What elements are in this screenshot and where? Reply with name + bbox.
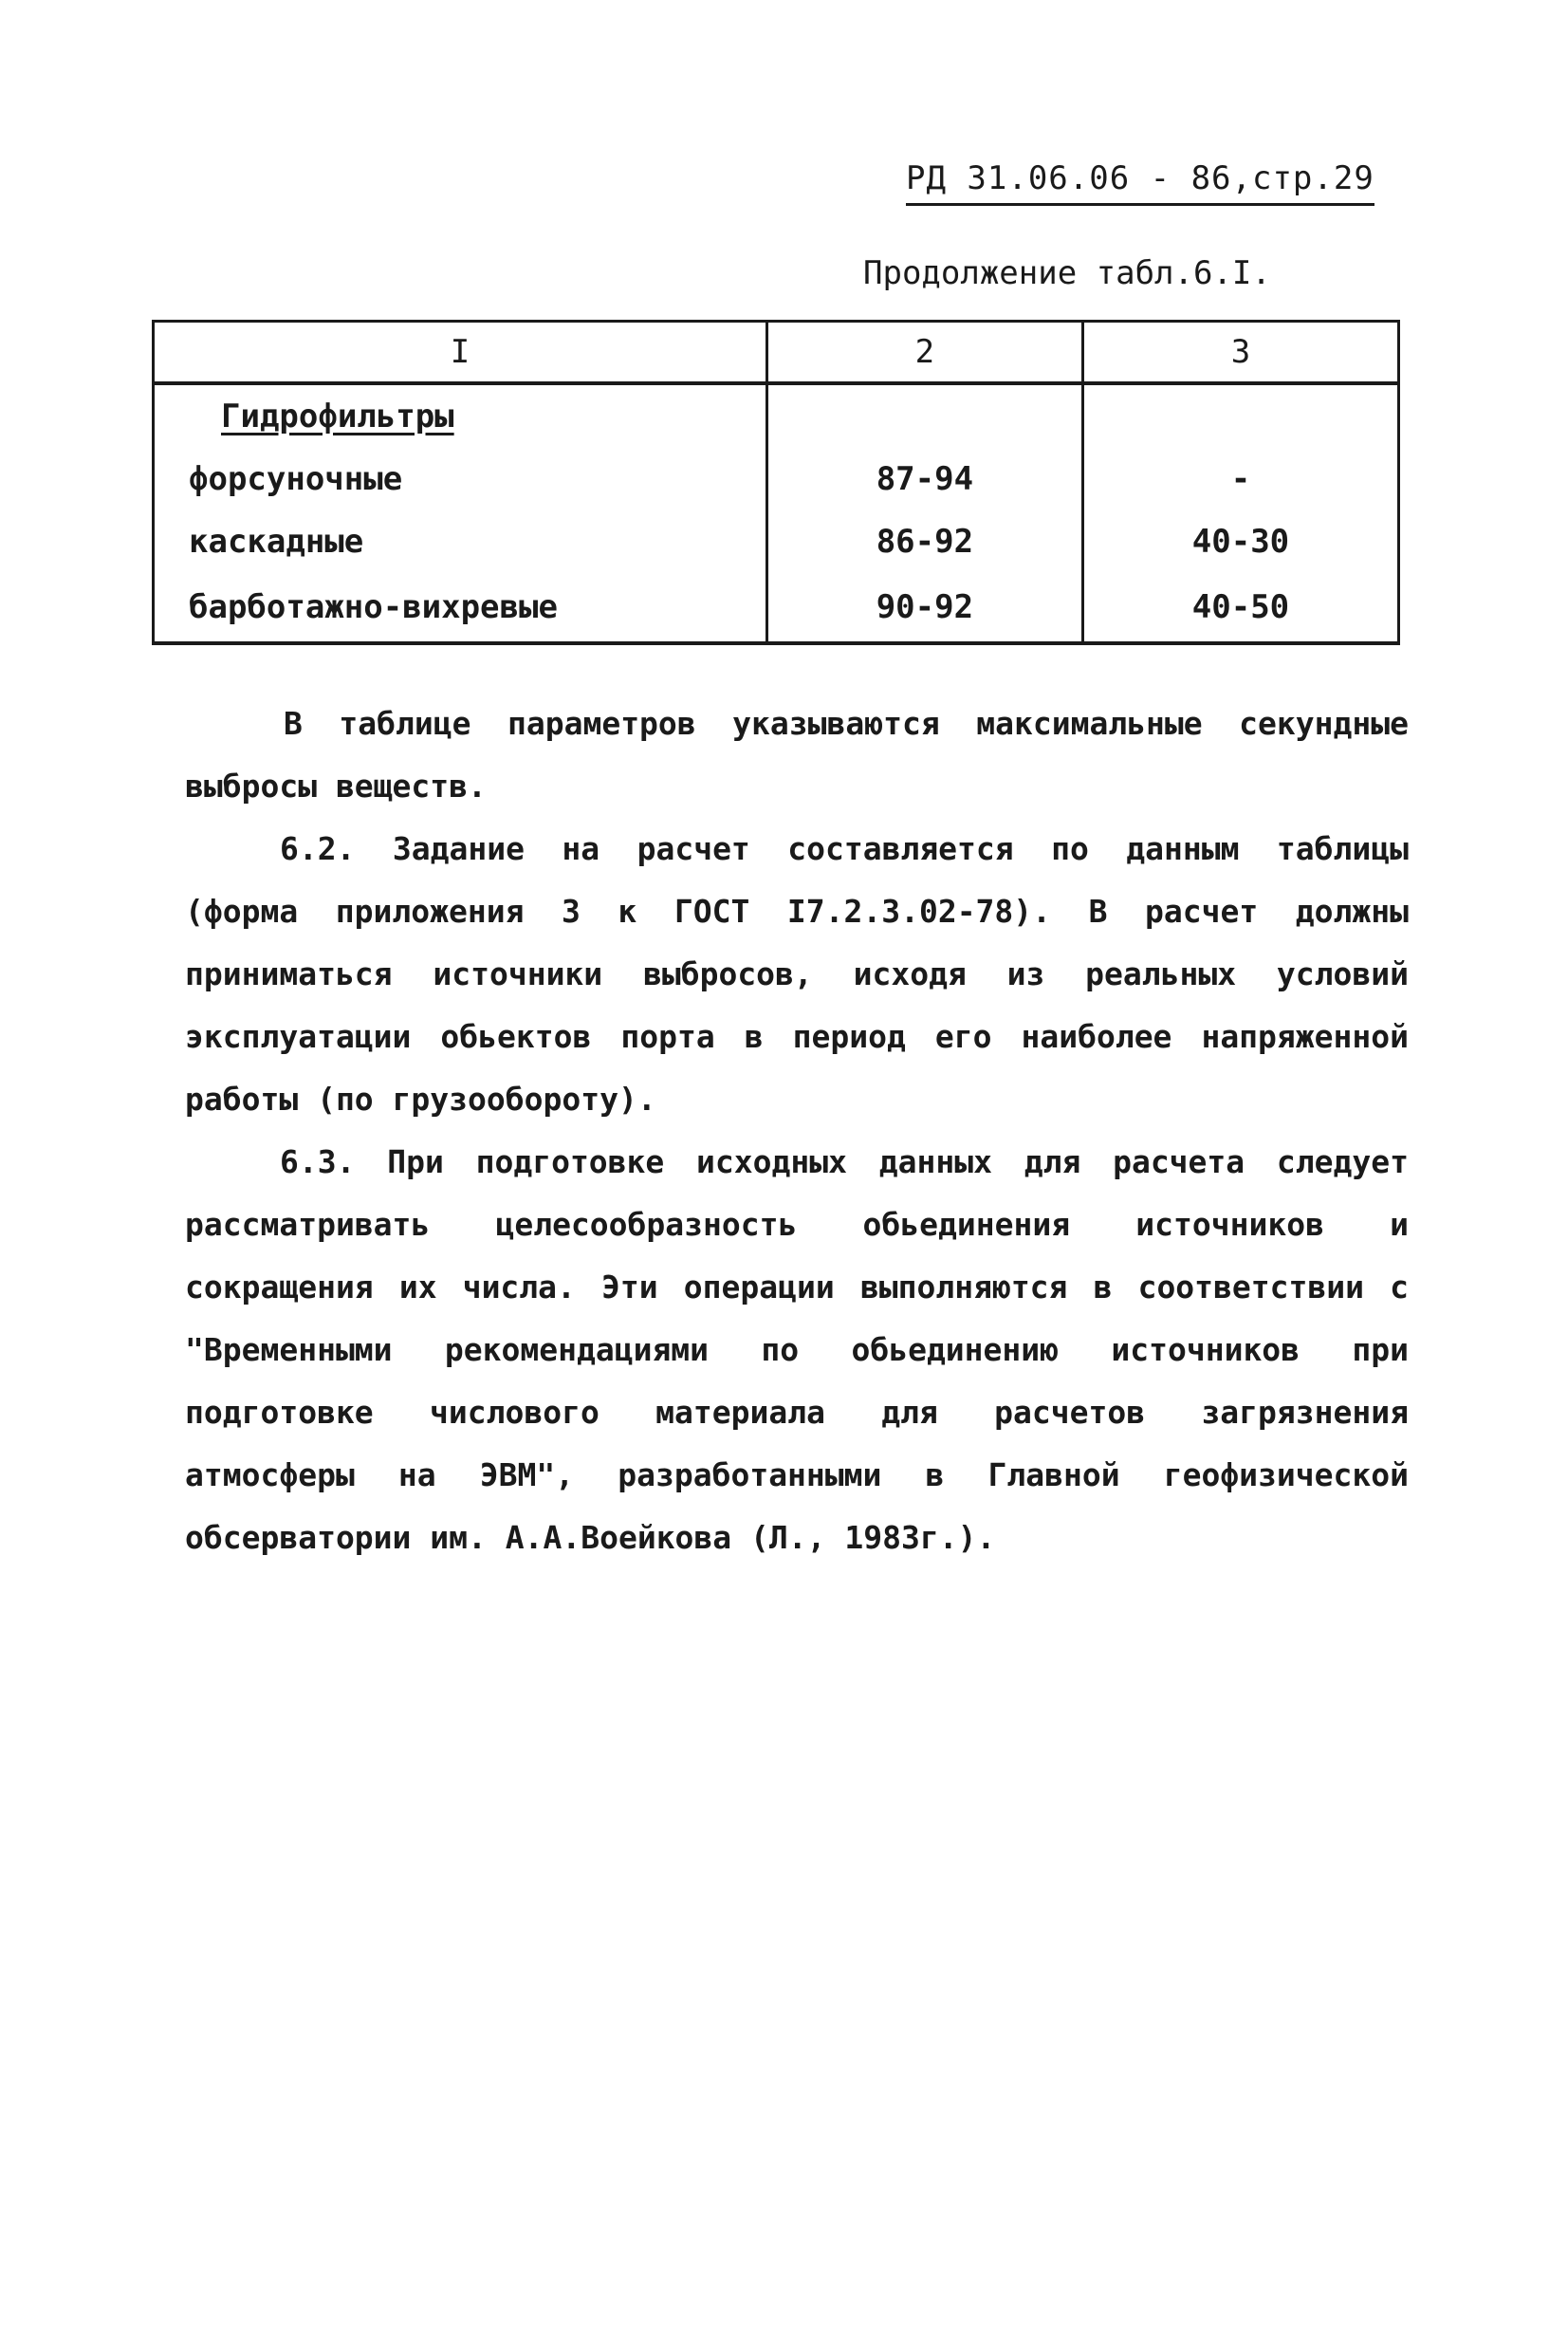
page-header-doc-ref: РД 31.06.06 - 86,стр.29 [906, 159, 1374, 206]
group-title: Гидрофильтры [221, 398, 454, 435]
paragraph-6-2: 6.2. Задание на расчет составляется по данным таблицы (форма приложения 3 к ГОСТ I7.2.3.02-78). В расчет должны приниматься источники выбросов, исходя из реальных условий эксплуатации обьектов порта в период его наиболее напряженной работы (по грузообороту). [185, 830, 1409, 1118]
row-col3: 40-30 [1082, 510, 1398, 573]
column-header-3: 3 [1082, 322, 1398, 384]
row-name: форсуночные [154, 448, 767, 510]
row-name: барботажно-вихревые [154, 573, 767, 643]
data-table [152, 320, 1400, 645]
row-col3: 40-50 [1082, 573, 1398, 643]
row-name: каскадные [154, 510, 767, 573]
row-col2: 86-92 [766, 510, 1082, 573]
body-text [185, 693, 1409, 1569]
row-col2: 87-94 [766, 448, 1082, 510]
column-header-2: 2 [766, 322, 1082, 384]
table-caption: Продолжение табл.6.I. [863, 254, 1271, 292]
paragraph-table-note: В таблице параметров указываются максимальные секундные выбросы веществ. [185, 705, 1409, 805]
table-row [154, 573, 1399, 643]
row-col3: - [1082, 448, 1398, 510]
table-row [154, 448, 1399, 510]
paragraph-6-3: 6.3. При подготовке исходных данных для расчета следует рассматривать целесообразность обьединения источников и сокращения их числа. Эти операции выполняются в соответствии с "Временными рекомендациями по обьединению источников при подготовке числового материала для расчетов загрязнения атмосферы на ЭВМ", разработанными в Главной геофизической обсерватории им. А.А.Воейкова (Л., 1983г.). [185, 1143, 1409, 1556]
column-header-1: I [154, 322, 767, 384]
table-header-row [154, 322, 1399, 384]
table-group-row [154, 383, 1399, 448]
row-col2: 90-92 [766, 573, 1082, 643]
table-row [154, 510, 1399, 573]
